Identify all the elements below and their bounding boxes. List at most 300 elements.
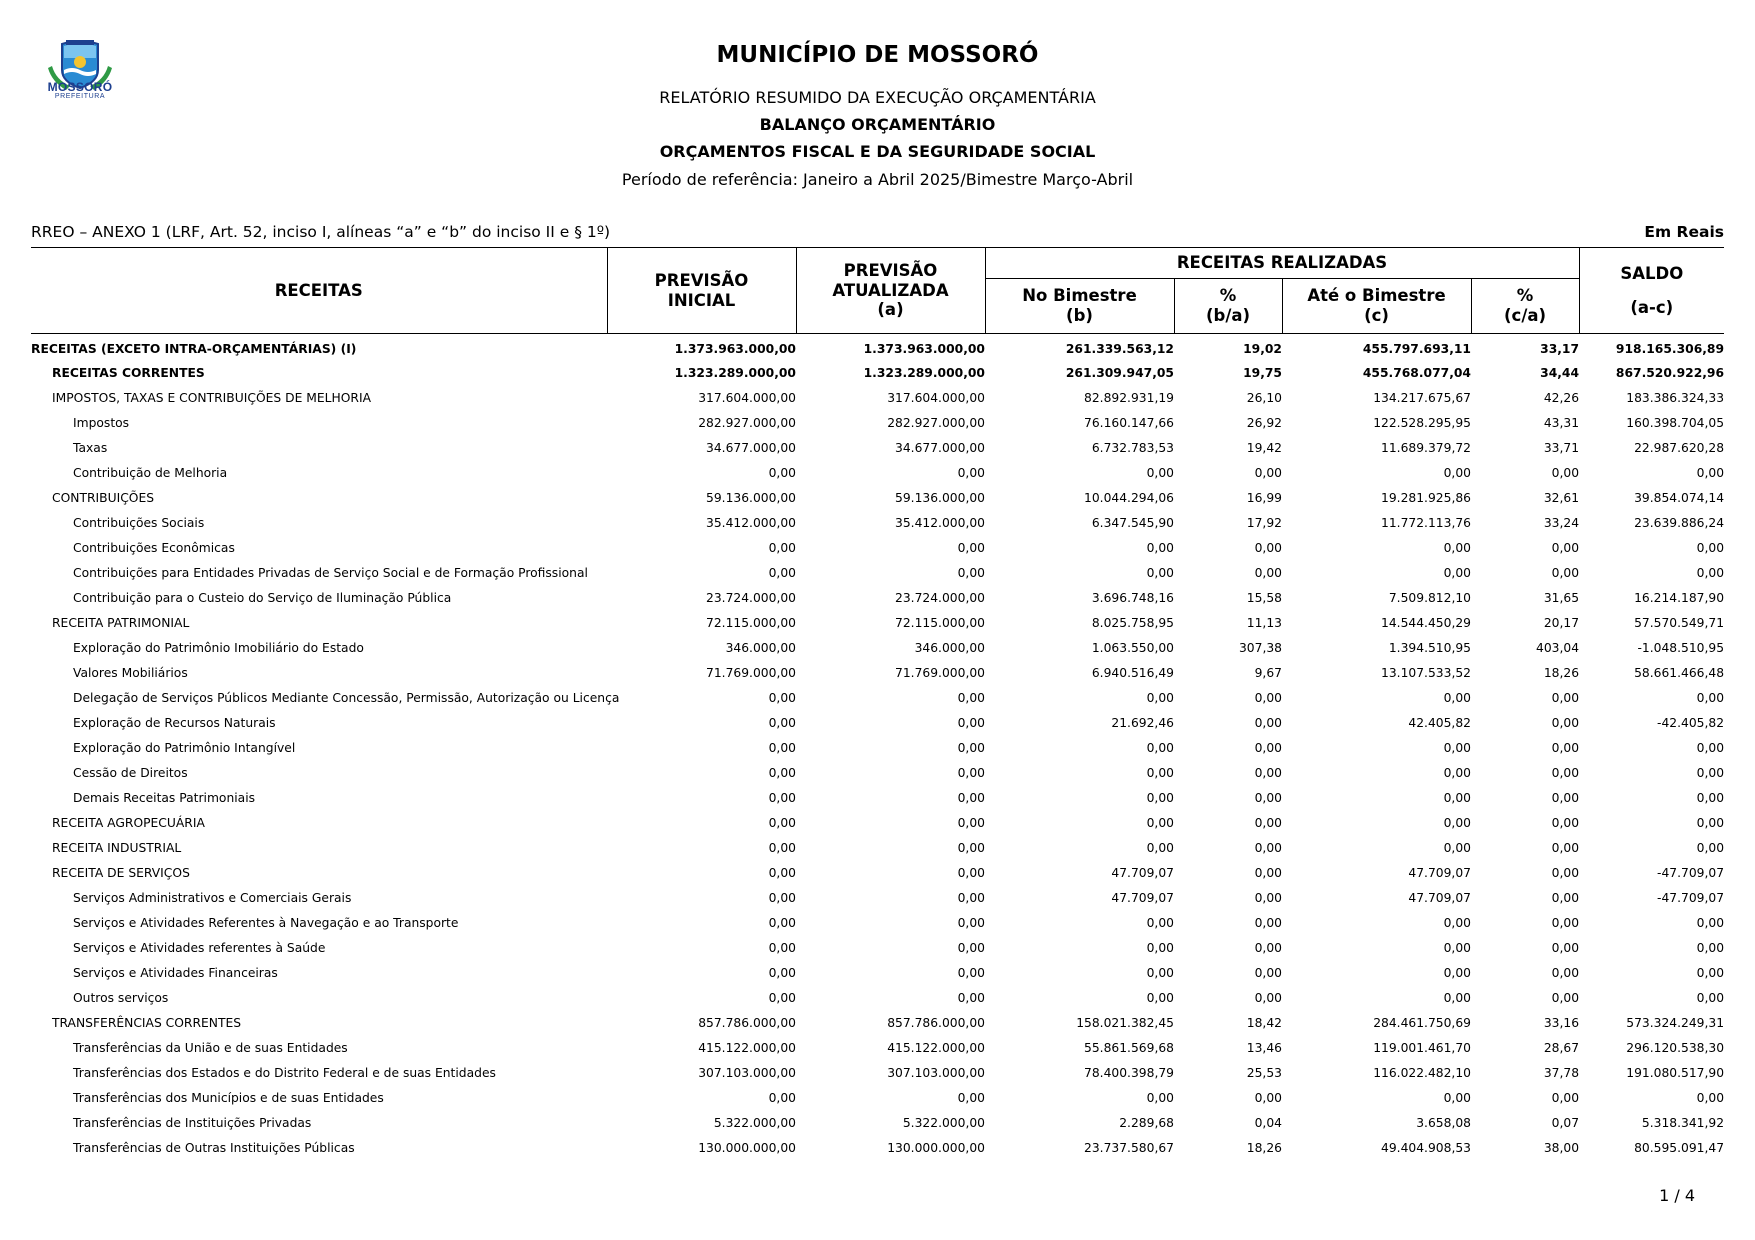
cell-previsao-inicial: 0,00 bbox=[768, 790, 796, 805]
table-row bbox=[31, 385, 1724, 410]
cell-previsao-atualizada: 0,00 bbox=[957, 890, 985, 905]
col-header-previsao-atualizada-l3: (a) bbox=[877, 300, 904, 320]
row-label: Demais Receitas Patrimoniais bbox=[73, 790, 256, 805]
row-label: Contribuições Sociais bbox=[73, 515, 205, 530]
cell-saldo: 183.386.324,33 bbox=[1626, 390, 1725, 405]
table-row bbox=[31, 1010, 1724, 1035]
cell-previsao-inicial: 0,00 bbox=[768, 915, 796, 930]
col-header-no-bimestre bbox=[985, 279, 1174, 334]
col-header-pct-c-a bbox=[1471, 279, 1579, 334]
table-row bbox=[31, 585, 1724, 610]
cell-pct-b-a: 19,75 bbox=[1243, 365, 1282, 380]
cell-previsao-atualizada: 130.000.000,00 bbox=[887, 1140, 985, 1155]
cell-previsao-inicial: 72.115.000,00 bbox=[706, 615, 796, 630]
cell-no-bimestre: 47.709,07 bbox=[1111, 890, 1174, 905]
cell-previsao-inicial: 1.323.289.000,00 bbox=[674, 365, 796, 380]
cell-previsao-inicial: 0,00 bbox=[768, 865, 796, 880]
cell-previsao-atualizada: 307.103.000,00 bbox=[887, 1065, 985, 1080]
cell-previsao-atualizada: 0,00 bbox=[957, 715, 985, 730]
cell-no-bimestre: 21.692,46 bbox=[1111, 715, 1174, 730]
cell-pct-b-a: 0,00 bbox=[1254, 940, 1282, 955]
col-header-previsao-atualizada-l1: PREVISÃO bbox=[843, 260, 938, 280]
cell-saldo: 5.318.341,92 bbox=[1641, 1115, 1725, 1130]
cell-saldo: 0,00 bbox=[1696, 1090, 1725, 1105]
table-row bbox=[31, 1085, 1724, 1110]
cell-no-bimestre: 0,00 bbox=[1146, 790, 1174, 805]
cell-no-bimestre: 76.160.147,66 bbox=[1084, 415, 1174, 430]
cell-previsao-inicial: 0,00 bbox=[768, 1090, 796, 1105]
cell-ate-bimestre: 0,00 bbox=[1443, 940, 1471, 955]
cell-pct-b-a: 0,00 bbox=[1254, 990, 1282, 1005]
cell-previsao-inicial: 130.000.000,00 bbox=[698, 1140, 796, 1155]
col-header-pct-c-a-l1: % bbox=[1516, 286, 1534, 306]
cell-ate-bimestre: 119.001.461,70 bbox=[1373, 1040, 1471, 1055]
row-label: Exploração do Patrimônio Imobiliário do Estado bbox=[73, 640, 364, 655]
cell-previsao-inicial: 282.927.000,00 bbox=[698, 415, 796, 430]
cell-pct-c-a: 33,24 bbox=[1543, 515, 1580, 530]
cell-previsao-inicial: 35.412.000,00 bbox=[706, 515, 796, 530]
cell-pct-c-a: 0,00 bbox=[1551, 865, 1580, 880]
cell-pct-b-a: 0,04 bbox=[1254, 1115, 1282, 1130]
cell-previsao-inicial: 0,00 bbox=[768, 815, 796, 830]
row-label: Outros serviços bbox=[73, 990, 169, 1005]
page-number: 1 / 4 bbox=[1659, 1186, 1695, 1205]
cell-pct-b-a: 0,00 bbox=[1254, 965, 1282, 980]
row-label: Transferências de Outras Instituições Públicas bbox=[73, 1140, 355, 1155]
row-label: Exploração do Patrimônio Intangível bbox=[73, 740, 296, 755]
cell-pct-c-a: 0,00 bbox=[1551, 815, 1580, 830]
table-row bbox=[31, 785, 1724, 810]
cell-ate-bimestre: 11.689.379,72 bbox=[1381, 440, 1471, 455]
cell-pct-c-a: 0,00 bbox=[1551, 940, 1580, 955]
cell-ate-bimestre: 19.281.925,86 bbox=[1381, 490, 1471, 505]
row-label: Delegação de Serviços Públicos Mediante Concessão, Permissão, Autorização ou Licença bbox=[73, 690, 620, 705]
report-name: RELATÓRIO RESUMIDO DA EXECUÇÃO ORÇAMENTÁRIA bbox=[659, 88, 1096, 107]
cell-pct-b-a: 0,00 bbox=[1254, 465, 1282, 480]
cell-pct-c-a: 42,26 bbox=[1543, 390, 1580, 405]
row-label: RECEITA INDUSTRIAL bbox=[52, 840, 182, 855]
cell-ate-bimestre: 49.404.908,53 bbox=[1381, 1140, 1471, 1155]
annex-reference: RREO – ANEXO 1 (LRF, Art. 52, inciso I, alíneas “a” e “b” do inciso II e § 1º) bbox=[31, 223, 611, 241]
row-label: Serviços e Atividades Financeiras bbox=[73, 965, 278, 980]
cell-saldo: 0,00 bbox=[1696, 915, 1725, 930]
table-row bbox=[31, 660, 1724, 685]
table-row bbox=[31, 985, 1724, 1010]
cell-no-bimestre: 0,00 bbox=[1146, 915, 1174, 930]
cell-pct-c-a: 37,78 bbox=[1543, 1065, 1580, 1080]
row-label: Transferências de Instituições Privadas bbox=[73, 1115, 312, 1130]
cell-previsao-inicial: 23.724.000,00 bbox=[706, 590, 796, 605]
cell-ate-bimestre: 0,00 bbox=[1443, 765, 1471, 780]
cell-saldo: 80.595.091,47 bbox=[1634, 1140, 1725, 1155]
cell-previsao-atualizada: 0,00 bbox=[957, 815, 985, 830]
row-label: Serviços e Atividades Referentes à Navegação e ao Transporte bbox=[73, 915, 459, 930]
cell-pct-c-a: 0,00 bbox=[1551, 740, 1580, 755]
col-header-previsao-atualizada-l2: ATUALIZADA bbox=[832, 280, 949, 300]
cell-no-bimestre: 82.892.931,19 bbox=[1084, 390, 1174, 405]
cell-no-bimestre: 0,00 bbox=[1146, 465, 1174, 480]
cell-saldo: 191.080.517,90 bbox=[1626, 1065, 1725, 1080]
cell-no-bimestre: 158.021.382,45 bbox=[1076, 1015, 1174, 1030]
row-label: RECEITA AGROPECUÁRIA bbox=[52, 815, 205, 830]
cell-saldo: 0,00 bbox=[1696, 740, 1725, 755]
table-row bbox=[31, 835, 1724, 860]
cell-previsao-atualizada: 0,00 bbox=[957, 1090, 985, 1105]
col-header-ate-bimestre-l1: Até o Bimestre bbox=[1307, 286, 1446, 306]
table-row bbox=[31, 960, 1724, 985]
cell-previsao-atualizada: 5.322.000,00 bbox=[902, 1115, 985, 1130]
cell-pct-c-a: 33,16 bbox=[1543, 1015, 1580, 1030]
cell-ate-bimestre: 11.772.113,76 bbox=[1381, 515, 1471, 530]
cell-ate-bimestre: 0,00 bbox=[1443, 840, 1471, 855]
cell-ate-bimestre: 0,00 bbox=[1443, 815, 1471, 830]
cell-ate-bimestre: 0,00 bbox=[1443, 790, 1471, 805]
cell-pct-c-a: 0,00 bbox=[1551, 965, 1580, 980]
row-label: Contribuição para o Custeio do Serviço de Iluminação Pública bbox=[73, 590, 452, 605]
cell-previsao-inicial: 0,00 bbox=[768, 765, 796, 780]
cell-pct-c-a: 0,00 bbox=[1551, 690, 1580, 705]
col-header-receitas: RECEITAS bbox=[31, 248, 607, 334]
cell-no-bimestre: 23.737.580,67 bbox=[1084, 1140, 1174, 1155]
cell-saldo: 39.854.074,14 bbox=[1634, 490, 1725, 505]
cell-ate-bimestre: 0,00 bbox=[1443, 1090, 1471, 1105]
cell-pct-b-a: 17,92 bbox=[1246, 515, 1282, 530]
col-header-saldo-l1: SALDO bbox=[1620, 263, 1684, 283]
cell-previsao-inicial: 0,00 bbox=[768, 740, 796, 755]
cell-no-bimestre: 261.339.563,12 bbox=[1065, 341, 1174, 356]
cell-no-bimestre: 0,00 bbox=[1146, 690, 1174, 705]
cell-previsao-atualizada: 0,00 bbox=[957, 790, 985, 805]
cell-previsao-atualizada: 346.000,00 bbox=[914, 640, 985, 655]
cell-previsao-atualizada: 0,00 bbox=[957, 540, 985, 555]
cell-saldo: 0,00 bbox=[1696, 465, 1725, 480]
cell-previsao-inicial: 307.103.000,00 bbox=[698, 1065, 796, 1080]
row-label: Transferências da União e de suas Entidades bbox=[73, 1040, 348, 1055]
cell-no-bimestre: 0,00 bbox=[1146, 815, 1174, 830]
cell-previsao-inicial: 0,00 bbox=[768, 690, 796, 705]
col-header-receitas-realizadas: RECEITAS REALIZADAS bbox=[985, 248, 1579, 279]
cell-pct-b-a: 19,42 bbox=[1246, 440, 1282, 455]
cell-ate-bimestre: 116.022.482,10 bbox=[1373, 1065, 1471, 1080]
table-row bbox=[31, 485, 1724, 510]
cell-pct-c-a: 28,67 bbox=[1543, 1040, 1580, 1055]
cell-pct-c-a: 0,00 bbox=[1551, 915, 1580, 930]
table-body bbox=[31, 334, 1724, 1161]
cell-previsao-inicial: 0,00 bbox=[768, 990, 796, 1005]
cell-saldo: 16.214.187,90 bbox=[1634, 590, 1725, 605]
cell-ate-bimestre: 0,00 bbox=[1443, 740, 1471, 755]
row-label: CONTRIBUIÇÕES bbox=[52, 490, 155, 505]
row-label: RECEITA DE SERVIÇOS bbox=[52, 865, 190, 880]
cell-previsao-atualizada: 23.724.000,00 bbox=[895, 590, 985, 605]
cell-pct-b-a: 0,00 bbox=[1254, 690, 1282, 705]
cell-pct-c-a: 403,04 bbox=[1536, 640, 1580, 655]
cell-previsao-atualizada: 0,00 bbox=[957, 765, 985, 780]
report-scope: ORÇAMENTOS FISCAL E DA SEGURIDADE SOCIAL bbox=[659, 142, 1096, 161]
cell-pct-b-a: 0,00 bbox=[1254, 715, 1282, 730]
cell-pct-b-a: 15,58 bbox=[1246, 590, 1282, 605]
col-header-previsao-inicial: PREVISÃO INICIAL bbox=[607, 248, 796, 334]
table-row bbox=[31, 710, 1724, 735]
cell-pct-b-a: 11,13 bbox=[1246, 615, 1282, 630]
cell-saldo: 867.520.922,96 bbox=[1615, 365, 1725, 380]
cell-pct-c-a: 34,44 bbox=[1540, 365, 1580, 380]
cell-no-bimestre: 3.696.748,16 bbox=[1091, 590, 1174, 605]
row-label: RECEITAS (EXCETO INTRA-ORÇAMENTÁRIAS) (I) bbox=[31, 341, 357, 356]
cell-previsao-inicial: 0,00 bbox=[768, 890, 796, 905]
cell-ate-bimestre: 0,00 bbox=[1443, 690, 1471, 705]
cell-ate-bimestre: 122.528.295,95 bbox=[1373, 415, 1471, 430]
cell-previsao-inicial: 59.136.000,00 bbox=[706, 490, 796, 505]
cell-previsao-atualizada: 59.136.000,00 bbox=[895, 490, 985, 505]
cell-previsao-atualizada: 35.412.000,00 bbox=[895, 515, 985, 530]
table-row bbox=[31, 735, 1724, 760]
cell-pct-c-a: 0,07 bbox=[1551, 1115, 1580, 1130]
col-header-saldo-l2: (a-c) bbox=[1630, 297, 1674, 317]
cell-pct-c-a: 0,00 bbox=[1551, 890, 1580, 905]
cell-pct-c-a: 32,61 bbox=[1543, 490, 1580, 505]
table-row bbox=[31, 910, 1724, 935]
cell-pct-b-a: 9,67 bbox=[1254, 665, 1282, 680]
cell-no-bimestre: 10.044.294,06 bbox=[1084, 490, 1174, 505]
cell-no-bimestre: 0,00 bbox=[1146, 840, 1174, 855]
cell-pct-b-a: 0,00 bbox=[1254, 765, 1282, 780]
cell-previsao-atualizada: 415.122.000,00 bbox=[887, 1040, 985, 1055]
cell-saldo: 573.324.249,31 bbox=[1626, 1015, 1725, 1030]
row-label: Valores Mobiliários bbox=[73, 665, 188, 680]
cell-ate-bimestre: 0,00 bbox=[1443, 990, 1471, 1005]
page-title: MUNICÍPIO DE MOSSORÓ bbox=[716, 42, 1039, 68]
cell-saldo: -47.709,07 bbox=[1657, 890, 1725, 905]
cell-no-bimestre: 0,00 bbox=[1146, 965, 1174, 980]
cell-previsao-atualizada: 0,00 bbox=[957, 465, 985, 480]
cell-pct-c-a: 0,00 bbox=[1551, 1090, 1580, 1105]
cell-pct-b-a: 0,00 bbox=[1254, 565, 1282, 580]
row-label: IMPOSTOS, TAXAS E CONTRIBUIÇÕES DE MELHORIA bbox=[52, 390, 371, 405]
cell-pct-b-a: 25,53 bbox=[1246, 1065, 1282, 1080]
cell-previsao-atualizada: 282.927.000,00 bbox=[887, 415, 985, 430]
cell-saldo: 22.987.620,28 bbox=[1634, 440, 1725, 455]
cell-pct-c-a: 33,71 bbox=[1543, 440, 1580, 455]
cell-no-bimestre: 6.940.516,49 bbox=[1091, 665, 1174, 680]
cell-pct-c-a: 18,26 bbox=[1543, 665, 1580, 680]
table-row bbox=[31, 1035, 1724, 1060]
cell-previsao-inicial: 346.000,00 bbox=[725, 640, 796, 655]
cell-pct-b-a: 18,26 bbox=[1246, 1140, 1282, 1155]
cell-pct-c-a: 33,17 bbox=[1540, 341, 1580, 356]
row-label: RECEITA PATRIMONIAL bbox=[52, 615, 190, 630]
table-row bbox=[31, 560, 1724, 585]
cell-no-bimestre: 8.025.758,95 bbox=[1091, 615, 1174, 630]
report-subtitle: BALANÇO ORÇAMENTÁRIO bbox=[759, 115, 996, 134]
cell-pct-b-a: 13,46 bbox=[1246, 1040, 1282, 1055]
cell-pct-c-a: 0,00 bbox=[1551, 990, 1580, 1005]
row-label: RECEITAS CORRENTES bbox=[52, 365, 205, 380]
cell-previsao-atualizada: 0,00 bbox=[957, 565, 985, 580]
cell-previsao-inicial: 0,00 bbox=[768, 715, 796, 730]
table-row bbox=[31, 510, 1724, 535]
cell-no-bimestre: 1.063.550,00 bbox=[1091, 640, 1174, 655]
cell-ate-bimestre: 455.768.077,04 bbox=[1362, 365, 1471, 380]
cell-previsao-atualizada: 317.604.000,00 bbox=[887, 390, 985, 405]
cell-saldo: 58.661.466,48 bbox=[1634, 665, 1725, 680]
cell-no-bimestre: 6.347.545,90 bbox=[1091, 515, 1174, 530]
cell-pct-c-a: 43,31 bbox=[1543, 415, 1580, 430]
cell-saldo: -1.048.510,95 bbox=[1637, 640, 1725, 655]
cell-pct-b-a: 16,99 bbox=[1246, 490, 1282, 505]
cell-ate-bimestre: 1.394.510,95 bbox=[1388, 640, 1471, 655]
cell-previsao-atualizada: 0,00 bbox=[957, 940, 985, 955]
table-row bbox=[31, 1135, 1724, 1160]
cell-previsao-atualizada: 0,00 bbox=[957, 740, 985, 755]
cell-pct-b-a: 26,10 bbox=[1246, 390, 1282, 405]
cell-saldo: -47.709,07 bbox=[1657, 865, 1725, 880]
col-header-pct-b-a-l1: % bbox=[1219, 286, 1237, 306]
cell-no-bimestre: 6.732.783,53 bbox=[1091, 440, 1174, 455]
cell-previsao-atualizada: 0,00 bbox=[957, 990, 985, 1005]
cell-pct-b-a: 18,42 bbox=[1246, 1015, 1282, 1030]
table-row bbox=[31, 760, 1724, 785]
cell-pct-c-a: 20,17 bbox=[1543, 615, 1580, 630]
cell-ate-bimestre: 3.658,08 bbox=[1416, 1115, 1471, 1130]
cell-saldo: 0,00 bbox=[1696, 790, 1725, 805]
cell-previsao-inicial: 317.604.000,00 bbox=[698, 390, 796, 405]
cell-no-bimestre: 261.309.947,05 bbox=[1065, 365, 1174, 380]
cell-previsao-inicial: 0,00 bbox=[768, 540, 796, 555]
cell-previsao-atualizada: 0,00 bbox=[957, 840, 985, 855]
table-row bbox=[31, 685, 1724, 710]
cell-ate-bimestre: 47.709,07 bbox=[1408, 890, 1471, 905]
cell-pct-b-a: 26,92 bbox=[1246, 415, 1282, 430]
cell-no-bimestre: 78.400.398,79 bbox=[1084, 1065, 1174, 1080]
col-header-saldo bbox=[1579, 248, 1724, 334]
cell-pct-b-a: 0,00 bbox=[1254, 540, 1282, 555]
cell-ate-bimestre: 0,00 bbox=[1443, 565, 1471, 580]
row-label: Contribuição de Melhoria bbox=[73, 465, 228, 480]
col-header-pct-c-a-l2: (c/a) bbox=[1504, 306, 1547, 325]
cell-saldo: 57.570.549,71 bbox=[1634, 615, 1725, 630]
cell-pct-c-a: 0,00 bbox=[1551, 765, 1580, 780]
row-label: Contribuições Econômicas bbox=[73, 540, 235, 555]
cell-pct-b-a: 19,02 bbox=[1243, 341, 1282, 356]
cell-no-bimestre: 0,00 bbox=[1146, 940, 1174, 955]
cell-pct-b-a: 0,00 bbox=[1254, 740, 1282, 755]
cell-previsao-atualizada: 0,00 bbox=[957, 915, 985, 930]
row-label: Serviços e Atividades referentes à Saúde bbox=[73, 940, 326, 955]
cell-previsao-atualizada: 71.769.000,00 bbox=[895, 665, 985, 680]
table-row bbox=[31, 810, 1724, 835]
cell-ate-bimestre: 7.509.812,10 bbox=[1388, 590, 1471, 605]
cell-previsao-inicial: 0,00 bbox=[768, 840, 796, 855]
cell-ate-bimestre: 13.107.533,52 bbox=[1381, 665, 1471, 680]
cell-pct-c-a: 0,00 bbox=[1551, 540, 1580, 555]
cell-pct-b-a: 0,00 bbox=[1254, 1090, 1282, 1105]
row-label: Taxas bbox=[73, 440, 108, 455]
cell-ate-bimestre: 134.217.675,67 bbox=[1373, 390, 1471, 405]
cell-saldo: 0,00 bbox=[1696, 690, 1725, 705]
cell-ate-bimestre: 14.544.450,29 bbox=[1381, 615, 1471, 630]
table-row bbox=[31, 1060, 1724, 1085]
cell-previsao-inicial: 0,00 bbox=[768, 465, 796, 480]
cell-saldo: 0,00 bbox=[1696, 965, 1725, 980]
cell-no-bimestre: 0,00 bbox=[1146, 740, 1174, 755]
cell-no-bimestre: 0,00 bbox=[1146, 565, 1174, 580]
cell-previsao-inicial: 0,00 bbox=[768, 565, 796, 580]
cell-no-bimestre: 0,00 bbox=[1146, 765, 1174, 780]
cell-previsao-inicial: 0,00 bbox=[768, 965, 796, 980]
table-row bbox=[31, 885, 1724, 910]
cell-previsao-inicial: 0,00 bbox=[768, 940, 796, 955]
cell-no-bimestre: 47.709,07 bbox=[1111, 865, 1174, 880]
cell-previsao-inicial: 857.786.000,00 bbox=[698, 1015, 796, 1030]
cell-previsao-inicial: 71.769.000,00 bbox=[706, 665, 796, 680]
cell-saldo: 0,00 bbox=[1696, 990, 1725, 1005]
table-row bbox=[31, 435, 1724, 460]
cell-saldo: 0,00 bbox=[1696, 840, 1725, 855]
col-header-no-bimestre-l1: No Bimestre bbox=[1022, 286, 1137, 306]
table-row bbox=[31, 535, 1724, 560]
cell-previsao-atualizada: 0,00 bbox=[957, 965, 985, 980]
cell-saldo: 0,00 bbox=[1696, 765, 1725, 780]
col-header-no-bimestre-l2: (b) bbox=[1066, 306, 1093, 325]
cell-previsao-atualizada: 72.115.000,00 bbox=[895, 615, 985, 630]
cell-pct-b-a: 0,00 bbox=[1254, 840, 1282, 855]
row-label: Cessão de Direitos bbox=[73, 765, 188, 780]
table-row bbox=[31, 360, 1724, 385]
table-row bbox=[31, 460, 1724, 485]
cell-no-bimestre: 0,00 bbox=[1146, 990, 1174, 1005]
cell-pct-c-a: 0,00 bbox=[1551, 715, 1580, 730]
cell-saldo: -42.405,82 bbox=[1657, 715, 1725, 730]
cell-pct-b-a: 0,00 bbox=[1254, 790, 1282, 805]
cell-pct-c-a: 31,65 bbox=[1543, 590, 1580, 605]
row-label: Exploração de Recursos Naturais bbox=[73, 715, 276, 730]
logo-subtitle: PREFEITURA bbox=[54, 93, 106, 100]
cell-pct-c-a: 38,00 bbox=[1543, 1140, 1580, 1155]
cell-ate-bimestre: 455.797.693,11 bbox=[1362, 341, 1471, 356]
cell-pct-b-a: 307,38 bbox=[1238, 640, 1282, 655]
logo-name: MOSSORÓ bbox=[47, 80, 113, 94]
cell-pct-b-a: 0,00 bbox=[1254, 915, 1282, 930]
row-label: Impostos bbox=[73, 415, 130, 430]
cell-pct-c-a: 0,00 bbox=[1551, 465, 1580, 480]
cell-ate-bimestre: 0,00 bbox=[1443, 915, 1471, 930]
cell-no-bimestre: 55.861.569,68 bbox=[1084, 1040, 1174, 1055]
cell-saldo: 0,00 bbox=[1696, 815, 1725, 830]
table-row bbox=[31, 610, 1724, 635]
cell-ate-bimestre: 47.709,07 bbox=[1408, 865, 1471, 880]
cell-pct-c-a: 0,00 bbox=[1551, 565, 1580, 580]
cell-pct-c-a: 0,00 bbox=[1551, 790, 1580, 805]
col-header-pct-b-a bbox=[1174, 279, 1282, 334]
cell-ate-bimestre: 0,00 bbox=[1443, 540, 1471, 555]
cell-saldo: 160.398.704,05 bbox=[1626, 415, 1725, 430]
cell-previsao-inicial: 1.373.963.000,00 bbox=[674, 341, 796, 356]
cell-previsao-atualizada: 857.786.000,00 bbox=[887, 1015, 985, 1030]
cell-ate-bimestre: 0,00 bbox=[1443, 465, 1471, 480]
cell-pct-c-a: 0,00 bbox=[1551, 840, 1580, 855]
cell-pct-b-a: 0,00 bbox=[1254, 890, 1282, 905]
cell-previsao-inicial: 34.677.000,00 bbox=[706, 440, 796, 455]
cell-previsao-atualizada: 1.373.963.000,00 bbox=[863, 341, 985, 356]
cell-pct-b-a: 0,00 bbox=[1254, 865, 1282, 880]
cell-saldo: 0,00 bbox=[1696, 540, 1725, 555]
cell-previsao-atualizada: 1.323.289.000,00 bbox=[863, 365, 985, 380]
row-label: Serviços Administrativos e Comerciais Gerais bbox=[73, 890, 352, 905]
table-row bbox=[31, 410, 1724, 435]
col-header-ate-bimestre-l2: (c) bbox=[1364, 306, 1389, 325]
row-label: TRANSFERÊNCIAS CORRENTES bbox=[52, 1015, 242, 1030]
